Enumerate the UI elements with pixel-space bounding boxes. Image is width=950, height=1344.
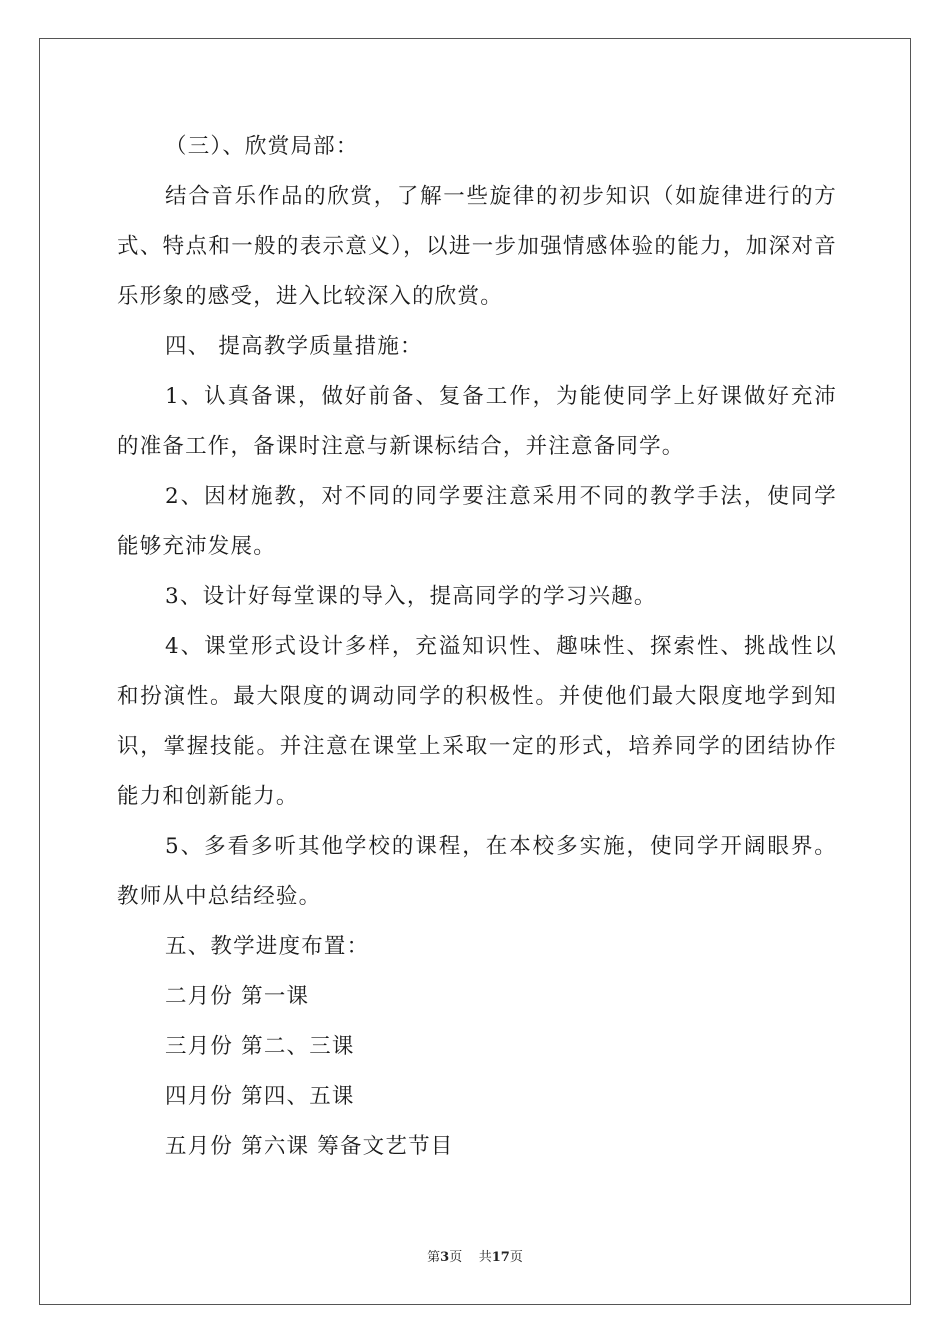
- measure-item-4: 4、课堂形式设计多样，充溢知识性、趣味性、探索性、挑战性以和扮演性。最大限度的调动同学的积极性。并使他们最大限度地学到知识，掌握技能。并注意在课堂上采取一定的形式，培养同学的团结协作能力和创新能力。: [117, 634, 837, 809]
- footer-page-number: 3: [440, 1250, 450, 1265]
- footer-total-suffix: 页: [509, 1250, 523, 1265]
- footer-total-pages: 17: [491, 1250, 510, 1265]
- schedule-row-may: 五月份 第六课 筹备文艺节目: [165, 1134, 454, 1159]
- page-footer: [0, 1246, 950, 1265]
- footer-page-suffix: 页: [449, 1250, 463, 1265]
- schedule-row-april: 四月份 第四、五课: [165, 1084, 355, 1109]
- measure-item-3: 3、设计好每堂课的导入，提高同学的学习兴趣。: [165, 584, 657, 609]
- document-body: [117, 122, 837, 1172]
- schedule-row-march: 三月份 第二、三课: [165, 1034, 355, 1059]
- footer-prefix: 第: [427, 1250, 441, 1265]
- footer-total-prefix: 共: [478, 1250, 492, 1265]
- paragraph-appreciation-detail: 结合音乐作品的欣赏，了解一些旋律的初步知识（如旋律进行的方式、特点和一般的表示意义），以进一步加强情感体验的能力，加深对音乐形象的感受，进入比较深入的欣赏。: [117, 184, 837, 309]
- section-heading-schedule: 五、教学进度布置：: [165, 934, 370, 959]
- measure-item-2: 2、因材施教，对不同的同学要注意采用不同的教学手法，使同学能够充沛发展。: [117, 484, 837, 559]
- schedule-row-february: 二月份 第一课: [165, 984, 310, 1009]
- measure-item-5: 5、多看多听其他学校的课程，在本校多实施，使同学开阔眼界。教师从中总结经验。: [117, 834, 837, 909]
- section-heading-measures: 四、 提高教学质量措施：: [165, 334, 423, 359]
- section-heading-appreciation: （三）、欣赏局部：: [165, 134, 359, 159]
- measure-item-1: 1、认真备课，做好前备、复备工作，为能使同学上好课做好充沛的准备工作，备课时注意与新课标结合，并注意备同学。: [117, 384, 837, 459]
